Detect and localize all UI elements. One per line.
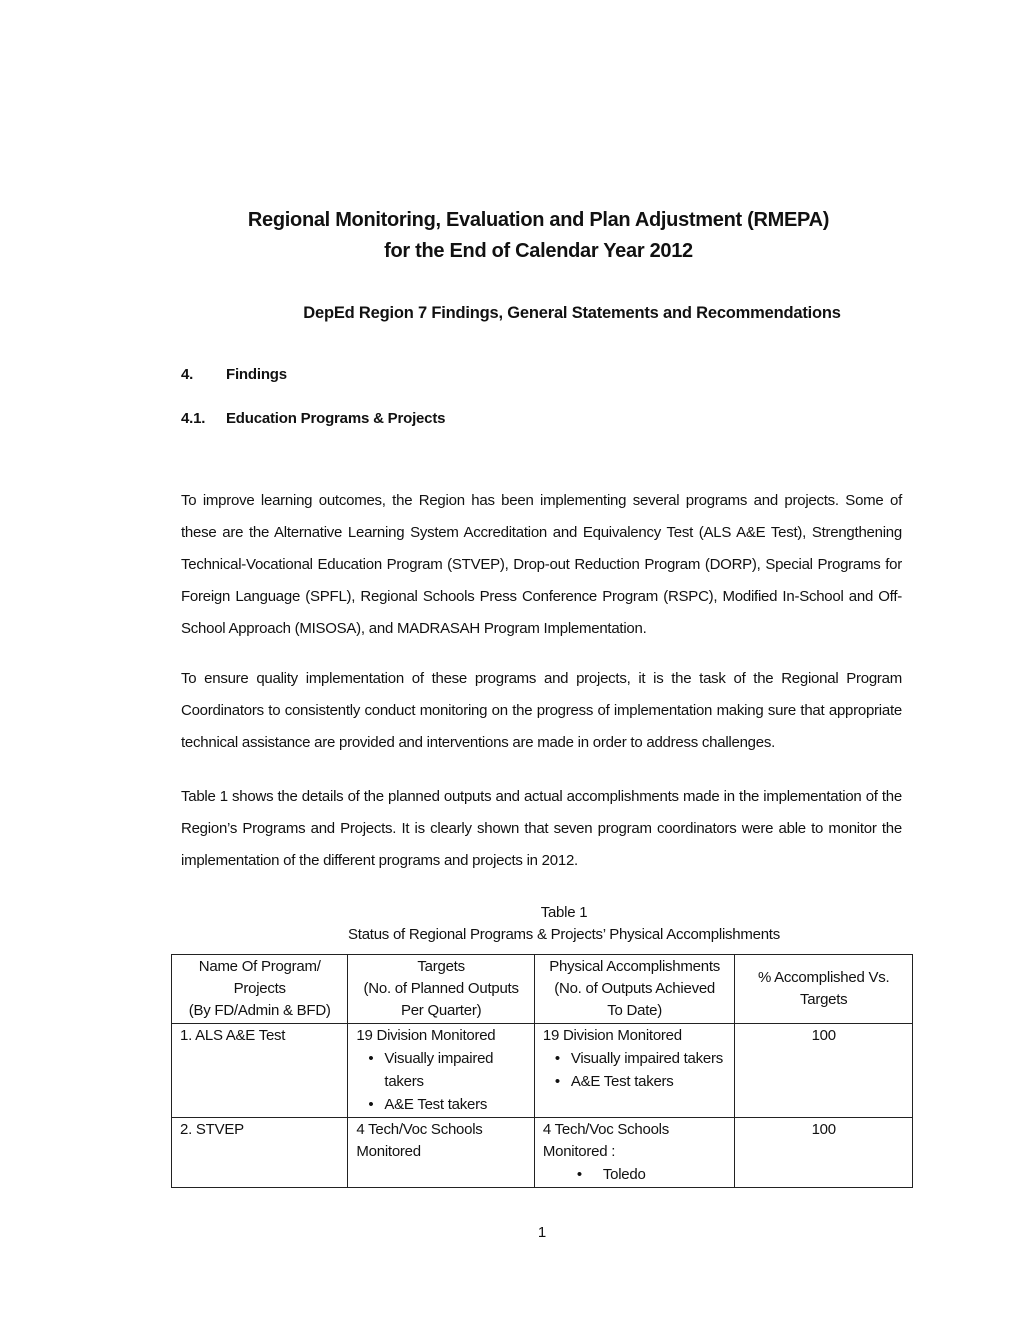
table-header-row (172, 955, 913, 1024)
bullet-icon: • (576, 1166, 582, 1183)
list-item-text: A&E Test takers (384, 1096, 488, 1113)
section-label: Findings (226, 366, 287, 383)
title-line-2: for the End of Calendar Year 2012 (384, 240, 693, 262)
cell-accomplishments-text: Monitored : (542, 1143, 616, 1160)
bullet-icon: • (368, 1096, 374, 1113)
title-line-1: Regional Monitoring, Evaluation and Plan Adjustment (RMEPA) (247, 209, 830, 231)
table-caption (171, 902, 957, 946)
document-title (0, 205, 1024, 267)
list-item (356, 1093, 525, 1116)
list-item-text: Toledo (602, 1166, 646, 1183)
header-percent (735, 955, 913, 1024)
paragraph-table-summary: Table 1 shows the details of the planned outputs and actual accomplishments made in the implementation of the Region’s Programs and Projects. It is clearly shown that seven program coordinators were able to monitor the implementation of the different programs and projects in 2012. (181, 788, 902, 869)
header-accomplishments-line: (No. of Outputs Achieved (554, 980, 716, 997)
list-item (543, 1163, 727, 1186)
header-program-line: (By FD/Admin & BFD) (188, 1002, 331, 1019)
page-number: 1 (537, 1224, 547, 1241)
header-program-line: Name Of Program/ (198, 958, 321, 975)
bullet-icon: • (368, 1050, 374, 1067)
list-item (543, 1047, 727, 1070)
paragraph-programs-intro: To improve learning outcomes, the Region has been implementing several programs and projects. Some of these are the Alternative Learning System Accreditation and Equivalency Test (ALS A&E Test), Strengthening Technical-Vocational Education Program (STVEP), Drop-out Reduction Program (DORP), Special Programs for Foreign Language (SPFL), Regional Schools Press Conference Program (RSPC), Modified In-School and Off-School Approach (MISOSA), and MADRASAH Program Implementation. (181, 492, 902, 637)
header-targets-line: Targets (417, 958, 465, 975)
accomplishments-bullet-list (543, 1163, 727, 1186)
cell-targets-text: 4 Tech/Voc Schools (356, 1121, 483, 1138)
header-targets (348, 955, 534, 1024)
header-program (172, 955, 348, 1024)
status-table (171, 954, 913, 1188)
table-caption-number: Table 1 (540, 904, 588, 921)
list-item-text: Visually impaired takers (384, 1050, 494, 1090)
table-row (172, 1024, 913, 1118)
table-caption-title: Status of Regional Programs & Projects’ Physical Accomplishments (348, 926, 780, 943)
cell-targets-text: Monitored (356, 1143, 421, 1160)
header-accomplishments-line: To Date) (607, 1002, 662, 1019)
header-percent-line: % Accomplished Vs. (758, 969, 890, 986)
cell-percent: 100 (735, 1024, 913, 1118)
section-heading (181, 366, 287, 383)
header-accomplishments-line: Physical Accomplishments (549, 958, 720, 975)
header-targets-line: (No. of Planned Outputs (363, 980, 519, 997)
subsection-number: 4.1. (181, 410, 206, 427)
cell-accomplishments-text: 4 Tech/Voc Schools (542, 1121, 670, 1138)
cell-program: 2. STVEP (172, 1118, 348, 1188)
list-item (356, 1047, 525, 1093)
targets-bullet-list (356, 1047, 525, 1116)
list-item (543, 1070, 727, 1093)
cell-program: 1. ALS A&E Test (172, 1024, 348, 1118)
cell-accomplishments (534, 1118, 735, 1188)
cell-accomplishments (534, 1024, 735, 1118)
cell-percent: 100 (735, 1118, 913, 1188)
paragraph-quality-implementation: To ensure quality implementation of these programs and projects, it is the task of the Regional Program Coordinators to consistently conduct monitoring on the progress of implementation making sure that appropriate technical assistance are provided and interventions are made in order to address challenges. (181, 670, 902, 751)
list-item-text: A&E Test takers (570, 1073, 674, 1090)
document-subtitle: DepEd Region 7 Findings, General Statements and Recommendations (303, 304, 841, 322)
subsection-heading (181, 410, 445, 427)
cell-targets (348, 1118, 534, 1188)
bullet-icon: • (554, 1050, 560, 1067)
header-percent-line: Targets (799, 991, 848, 1008)
section-number: 4. (181, 366, 194, 383)
subsection-label: Education Programs & Projects (226, 410, 446, 427)
cell-targets (348, 1024, 534, 1118)
cell-accomplishments-text: 19 Division Monitored (542, 1027, 682, 1044)
bullet-icon: • (554, 1073, 560, 1090)
cell-targets-text: 19 Division Monitored (356, 1027, 496, 1044)
header-program-line: Projects (233, 980, 286, 997)
header-targets-line: Per Quarter) (400, 1002, 482, 1019)
table-row (172, 1118, 913, 1188)
accomplishments-bullet-list (543, 1047, 727, 1093)
list-item-text: Visually impaired takers (570, 1050, 723, 1067)
header-accomplishments (534, 955, 735, 1024)
